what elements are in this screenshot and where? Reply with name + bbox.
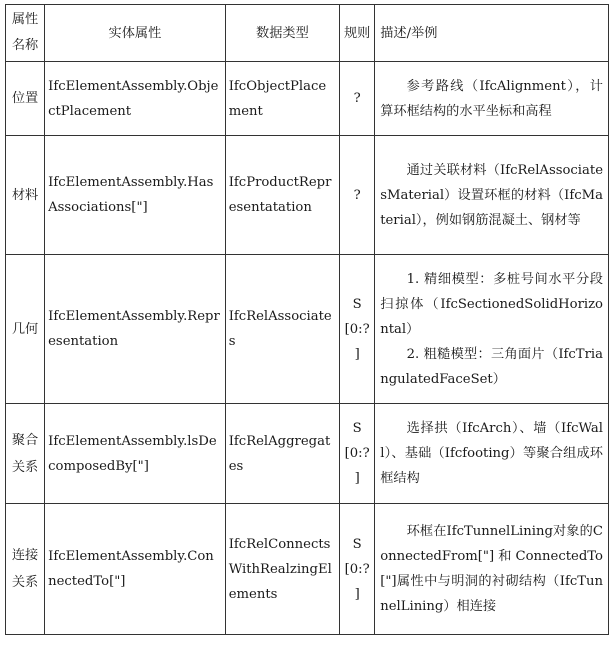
cell-attribute-name: 连接关系 <box>6 504 45 635</box>
cell-data-type: IfcRelConnectsWithRealzingElements <box>225 504 339 635</box>
description-line: 选择拱（IfcArch）、墙（IfcWall）、基础（Ifcfooting）等聚合组成环框结构 <box>380 421 603 486</box>
table-row <box>6 404 609 504</box>
cell-description <box>375 62 609 136</box>
cell-rule: S[0:?] <box>340 504 375 635</box>
cell-description <box>375 136 609 255</box>
table-header-row <box>6 5 609 62</box>
cell-rule: ? <box>340 136 375 255</box>
table-row <box>6 255 609 404</box>
cell-data-type: IfcProductRepresentatation <box>225 136 339 255</box>
cell-data-type: IfcObjectPlacement <box>225 62 339 136</box>
cell-entity-attribute: IfcElementAssembly.HasAssociations["] <box>45 136 226 255</box>
table-row <box>6 62 609 136</box>
cell-attribute-name: 几何 <box>6 255 45 404</box>
cell-description <box>375 255 609 404</box>
header-attribute-name: 属性名称 <box>6 5 45 62</box>
cell-entity-attribute: IfcElementAssembly.lsDecomposedBy["] <box>45 404 226 504</box>
cell-data-type: IfcRelAggregates <box>225 404 339 504</box>
attribute-table <box>5 4 609 635</box>
cell-attribute-name: 位置 <box>6 62 45 136</box>
description-line: 环框在IfcTunnelLining对象的ConnectedFrom["]和ConnectedTo["]属性中与明洞的衬砌结构（IfcTunnelLining）相连接 <box>380 524 603 614</box>
attribute-table-wrapper <box>5 4 609 635</box>
header-entity-attribute: 实体属性 <box>45 5 226 62</box>
description-line: 2. 粗糙模型：三角面片（IfcTriangulatedFaceSet） <box>380 346 603 387</box>
cell-attribute-name: 聚合关系 <box>6 404 45 504</box>
cell-attribute-name: 材料 <box>6 136 45 255</box>
table-row <box>6 504 609 635</box>
table-row <box>6 136 609 255</box>
cell-entity-attribute: IfcElementAssembly.Representation <box>45 255 226 404</box>
cell-rule: S[0:?] <box>340 404 375 504</box>
description-line: 参考路线（IfcAlignment），计算环框结构的水平坐标和高程 <box>380 78 603 119</box>
cell-rule: S[0:?] <box>340 255 375 404</box>
cell-description <box>375 504 609 635</box>
description-line: 1. 精细模型：多桩号间水平分段扫掠体（IfcSectionedSolidHorizontal） <box>380 271 603 337</box>
description-line: 通过关联材料（IfcRelAssociatesMaterial）设置环框的材料（IfcMaterial），例如钢筋混凝土、钢材等 <box>380 162 603 228</box>
cell-data-type: IfcRelAssociates <box>225 255 339 404</box>
cell-entity-attribute: IfcElementAssembly.ObjectPlacement <box>45 62 226 136</box>
cell-rule: ? <box>340 62 375 136</box>
cell-description <box>375 404 609 504</box>
header-data-type: 数据类型 <box>225 5 339 62</box>
header-description: 描述/举例 <box>375 5 609 62</box>
header-rule: 规则 <box>340 5 375 62</box>
cell-entity-attribute: IfcElementAssembly.ConnectedTo["] <box>45 504 226 635</box>
